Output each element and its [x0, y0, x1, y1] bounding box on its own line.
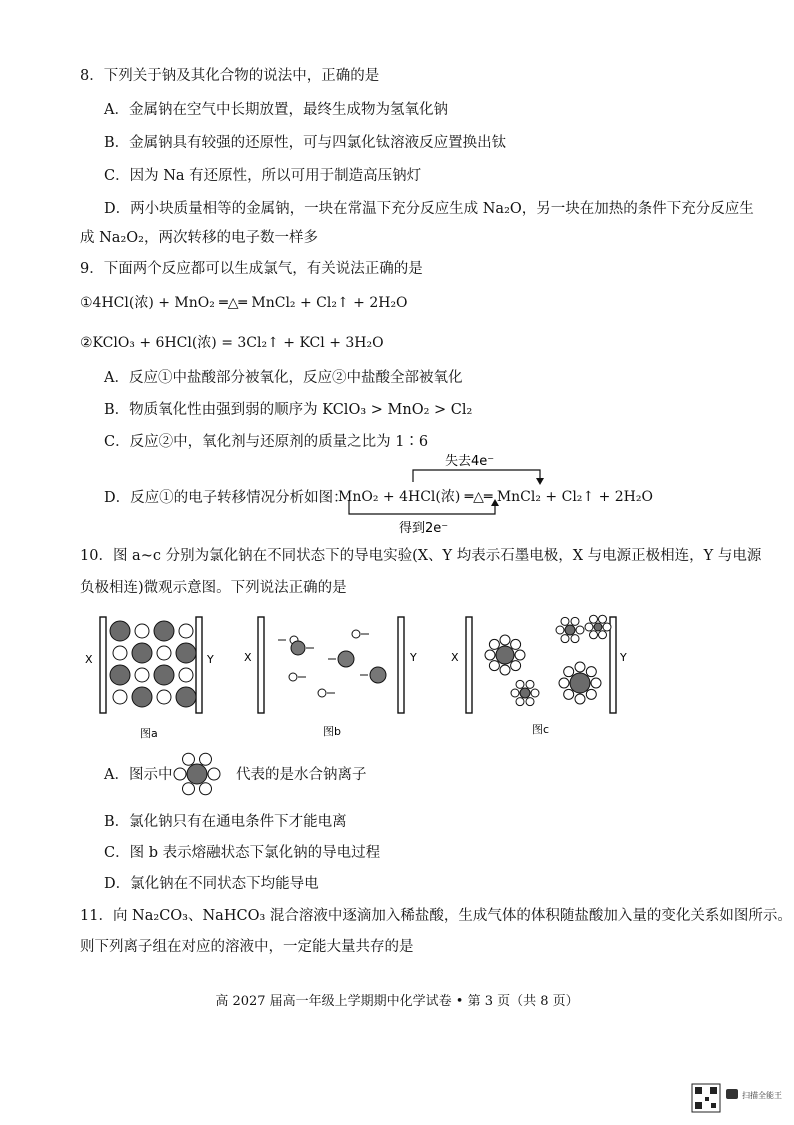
hydrated-cl-ion-icon [485, 635, 525, 675]
label-x-a: X [85, 653, 93, 666]
na-ion-icon [157, 690, 171, 704]
hydrated-na-ion-icon [585, 615, 611, 639]
na-ion-icon [135, 668, 149, 682]
na-ion-arrow-icon [289, 673, 306, 681]
q9-option-b: B．物质氧化性由强到弱的顺序为 KClO₃ > MnO₂ > Cl₂ [104, 402, 473, 418]
q10-option-a-suffix: 代表的是水合钠离子 [236, 767, 367, 783]
nacl-lattice [110, 621, 196, 707]
figure-b [244, 617, 417, 738]
cl-ion-icon [132, 643, 152, 663]
hydrated-na-ion-icon [174, 753, 220, 794]
q10-stem-line1: 10．图 a~c 分别为氯化钠在不同状态下的导电实验(X、Y 均表示石墨电极，X 与电源正极相连，Y 与电源 [80, 548, 762, 564]
q9-option-d-equation: MnO₂ + 4HCl(浓) ═△═ MnCl₂ + Cl₂↑ + 2H₂O [338, 489, 653, 505]
na-ion-icon [113, 690, 127, 704]
cl-ion-icon [176, 643, 196, 663]
cl-ion-icon [154, 665, 174, 685]
cl-ion-arrow-icon [328, 651, 354, 667]
lose-arrowhead-icon [536, 478, 544, 485]
figure-a [85, 617, 214, 740]
q8-stem: 8．下列关于钠及其化合物的说法中，正确的是 [80, 68, 380, 84]
figure-c [451, 615, 627, 736]
q9-reaction-1: ①4HCl(浓) + MnO₂ ═△═ MnCl₂ + Cl₂↑ + 2H₂O [80, 295, 408, 311]
hydrated-ion-inline-icon [164, 744, 230, 804]
lose-electron-label: 失去4e⁻ [445, 454, 495, 469]
q9-option-c: C．反应②中，氧化剂与还原剂的质量之比为 1∶6 [104, 434, 429, 450]
na-ion-arrow-icon [318, 689, 335, 697]
label-y-a: Y [207, 653, 214, 666]
electrode-y-a [196, 617, 202, 713]
label-y-b: Y [410, 651, 417, 664]
hydrated-na-ion-icon [511, 680, 539, 705]
q8-option-b: B．金属钠具有较强的还原性，可与四氯化钛溶液反应置换出钛 [104, 135, 507, 151]
hydrated-na-ion-icon [174, 753, 220, 794]
label-y-c: Y [620, 651, 627, 664]
qr-code-icon [692, 1084, 720, 1112]
gain-electron-label: 得到2e⁻ [399, 521, 449, 536]
q10-option-b: B．氯化钠只有在通电条件下才能电离 [104, 814, 347, 830]
cl-ion-icon [110, 665, 130, 685]
q9-reaction-2: ②KClO₃ + 6HCl(浓) = 3Cl₂↑ + KCl + 3H₂O [80, 335, 384, 351]
cl-ion-icon [110, 621, 130, 641]
scanner-label: 扫描全能王 [742, 1091, 782, 1100]
label-x-c: X [451, 651, 459, 664]
fig-a-caption: 图a [140, 727, 158, 740]
scanner-logo-icon [726, 1089, 738, 1099]
q10-option-d: D．氯化钠在不同状态下均能导电 [104, 876, 319, 892]
fig-c-caption: 图c [532, 723, 550, 736]
q9-stem: 9．下面两个反应都可以生成氯气，有关说法正确的是 [80, 261, 423, 277]
electrode-x-b [258, 617, 264, 713]
hydrated-na-ion-icon [556, 617, 584, 642]
electrode-x-c [466, 617, 472, 713]
na-ion-icon [113, 646, 127, 660]
q8-option-d-line2: 成 Na₂O₂，两次转移的电子数一样多 [80, 230, 318, 246]
na-ion-icon [157, 646, 171, 660]
q10-stem-line2: 负极相连)微观示意图。下列说法正确的是 [80, 580, 347, 596]
q10-option-a-prefix: A．图示中 [104, 767, 173, 783]
cl-ion-icon [132, 687, 152, 707]
lose-electron-arrow [413, 470, 540, 482]
q11-stem-line2: 则下列离子组在对应的溶液中，一定能大量共存的是 [80, 939, 414, 955]
q8-option-d-line1: D．两小块质量相等的金属钠，一块在常温下充分反应生成 Na₂O，另一块在加热的条件下充分反应生 [104, 201, 754, 217]
fig-b-caption: 图b [323, 725, 341, 738]
q8-option-c: C．因为 Na 有还原性，所以可用于制造高压钠灯 [104, 168, 422, 184]
q11-stem-line1: 11．向 Na₂CO₃、NaHCO₃ 混合溶液中逐滴加入稀盐酸，生成气体的体积随盐酸加入量的变化关系如图所示。 [80, 908, 792, 924]
q10-option-c: C．图 b 表示熔融状态下氯化钠的导电过程 [104, 845, 381, 861]
label-x-b: X [244, 651, 252, 664]
electrode-x-a [100, 617, 106, 713]
cl-ion-icon [154, 621, 174, 641]
scanner-watermark [690, 1082, 788, 1116]
q8-option-a: A．金属钠在空气中长期放置，最终生成物为氢氧化钠 [104, 102, 448, 118]
page-footer: 高 2027 届高一年级上学期期中化学试卷 • 第 3 页（共 8 页） [215, 994, 579, 1009]
na-ion-arrow-icon [352, 630, 369, 638]
cl-ion-arrow-icon [291, 641, 314, 655]
electrode-y-c [610, 617, 616, 713]
hydrated-ions [485, 615, 611, 705]
electrode-y-b [398, 617, 404, 713]
na-ion-icon [135, 624, 149, 638]
q9-option-d-label: D．反应①的电子转移情况分析如图： [104, 490, 348, 506]
cl-ion-arrow-icon [360, 667, 386, 683]
na-ion-icon [179, 668, 193, 682]
hydrated-cl-ion-icon [559, 662, 601, 704]
q9-option-a: A．反应①中盐酸部分被氧化，反应②中盐酸全部被氧化 [104, 370, 463, 386]
na-ion-icon [179, 624, 193, 638]
cl-ion-icon [176, 687, 196, 707]
nacl-conduction-figures [80, 605, 640, 745]
